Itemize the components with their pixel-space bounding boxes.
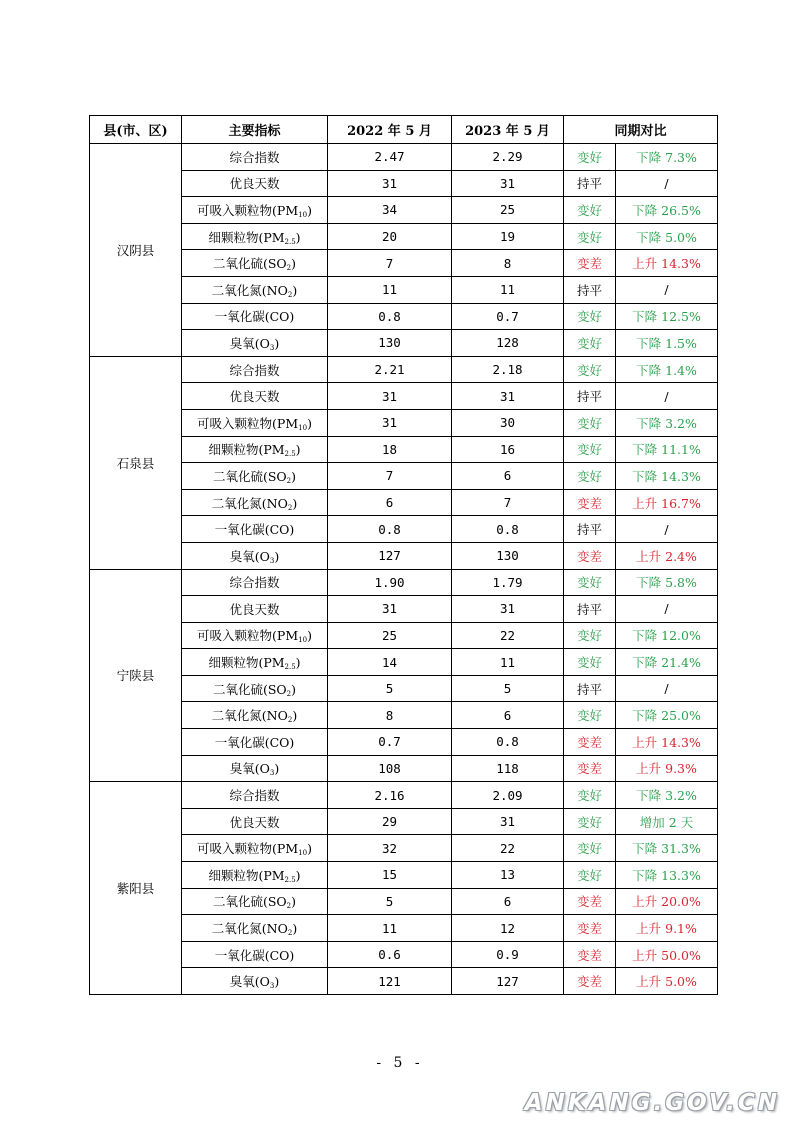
value-2022-cell: 25	[328, 622, 452, 649]
table-row	[90, 516, 718, 543]
change-cell: /	[616, 170, 718, 197]
indicator-name: 可吸入颗粒物(PM	[197, 415, 299, 431]
change-cell: 下降 14.3%	[616, 463, 718, 490]
indicator-suffix: )	[274, 761, 280, 777]
value-2023-cell: 11	[452, 276, 564, 303]
value-2023-cell: 1.79	[452, 569, 564, 596]
change-cell: 下降 31.3%	[616, 835, 718, 862]
indicator-subscript: 3	[269, 556, 275, 565]
indicator-suffix: )	[307, 202, 312, 218]
value-2023-cell: 8	[452, 250, 564, 277]
change-cell: 下降 3.2%	[616, 409, 718, 436]
indicator-cell	[182, 250, 328, 277]
indicator-subscript: 3	[269, 982, 275, 991]
value-2023-cell: 130	[452, 542, 564, 569]
indicator-suffix: )	[295, 442, 301, 458]
table-row	[90, 569, 718, 596]
table-row	[90, 596, 718, 623]
indicator-cell	[182, 542, 328, 569]
indicator-suffix: )	[291, 894, 297, 910]
value-2022-cell: 108	[328, 755, 452, 782]
value-2023-cell: 11	[452, 649, 564, 676]
change-cell: 下降 5.0%	[616, 223, 718, 250]
indicator-name: 一氧化碳(CO)	[214, 309, 295, 325]
indicator-cell	[182, 968, 328, 995]
header-2023-may: 2023 年 5 月	[452, 116, 564, 144]
value-2022-cell: 7	[328, 250, 452, 277]
indicator-name: 可吸入颗粒物(PM	[197, 841, 299, 857]
table-row	[90, 330, 718, 357]
indicator-cell	[182, 782, 328, 809]
indicator-name: 细颗粒物(PM	[208, 229, 285, 245]
indicator-name: 一氧化碳(CO)	[214, 734, 295, 750]
change-cell: 下降 12.0%	[616, 622, 718, 649]
indicator-name: 可吸入颗粒物(PM	[197, 202, 299, 218]
page-number: - 5 -	[376, 1055, 424, 1071]
change-cell: /	[616, 596, 718, 623]
indicator-cell	[182, 569, 328, 596]
indicator-suffix: )	[292, 282, 298, 298]
trend-cell: 变好	[564, 223, 616, 250]
value-2022-cell: 6	[328, 489, 452, 516]
indicator-name: 综合指数	[229, 575, 280, 591]
indicator-suffix: )	[292, 495, 298, 511]
indicator-cell	[182, 276, 328, 303]
value-2022-cell: 5	[328, 675, 452, 702]
indicator-cell	[182, 330, 328, 357]
trend-cell: 持平	[564, 383, 616, 410]
value-2023-cell: 2.18	[452, 356, 564, 383]
indicator-cell	[182, 862, 328, 889]
trend-cell: 变差	[564, 941, 616, 968]
indicator-subscript: 3	[269, 343, 275, 352]
indicator-cell	[182, 835, 328, 862]
table-row	[90, 675, 718, 702]
indicator-suffix: )	[307, 841, 312, 857]
change-cell: 下降 1.4%	[616, 356, 718, 383]
table-row	[90, 862, 718, 889]
indicator-subscript: 2	[287, 503, 293, 512]
table-row	[90, 276, 718, 303]
indicator-suffix: )	[292, 921, 298, 937]
table-row	[90, 250, 718, 277]
trend-cell: 变好	[564, 782, 616, 809]
change-cell: /	[616, 383, 718, 410]
trend-cell: 持平	[564, 516, 616, 543]
indicator-suffix: )	[291, 468, 297, 484]
value-2023-cell: 16	[452, 436, 564, 463]
table-row	[90, 436, 718, 463]
air-quality-table-container	[89, 115, 717, 995]
table-row	[90, 542, 718, 569]
table-row	[90, 463, 718, 490]
trend-cell: 变好	[564, 649, 616, 676]
value-2023-cell: 5	[452, 675, 564, 702]
change-cell: 上升 9.1%	[616, 915, 718, 942]
indicator-suffix: )	[274, 974, 280, 990]
indicator-suffix: )	[295, 655, 301, 671]
trend-cell: 变好	[564, 835, 616, 862]
indicator-cell	[182, 808, 328, 835]
indicator-name: 二氧化硫(SO	[212, 894, 287, 910]
indicator-name: 细颗粒物(PM	[208, 867, 285, 883]
table-row	[90, 782, 718, 809]
change-cell: 下降 11.1%	[616, 436, 718, 463]
change-cell: 上升 2.4%	[616, 542, 718, 569]
indicator-cell	[182, 223, 328, 250]
value-2023-cell: 0.8	[452, 516, 564, 543]
change-cell: 下降 7.3%	[616, 144, 718, 171]
indicator-cell	[182, 915, 328, 942]
value-2023-cell: 31	[452, 383, 564, 410]
change-cell: /	[616, 276, 718, 303]
value-2022-cell: 32	[328, 835, 452, 862]
indicator-name: 臭氧(O	[229, 548, 270, 564]
indicator-name: 臭氧(O	[229, 335, 270, 351]
table-row	[90, 941, 718, 968]
table-row	[90, 755, 718, 782]
indicator-cell	[182, 303, 328, 330]
trend-cell: 变差	[564, 755, 616, 782]
trend-cell: 变差	[564, 888, 616, 915]
header-indicator: 主要指标	[182, 116, 328, 144]
header-2022-may: 2022 年 5 月	[328, 116, 452, 144]
indicator-cell	[182, 702, 328, 729]
value-2022-cell: 130	[328, 330, 452, 357]
indicator-name: 优良天数	[229, 176, 280, 192]
indicator-subscript: 10	[298, 636, 308, 645]
indicator-subscript: 10	[298, 210, 308, 219]
change-cell: 下降 5.8%	[616, 569, 718, 596]
change-cell: 增加 2 天	[616, 808, 718, 835]
indicator-name: 二氧化氮(NO	[211, 282, 288, 298]
value-2023-cell: 25	[452, 197, 564, 224]
indicator-cell	[182, 675, 328, 702]
value-2022-cell: 15	[328, 862, 452, 889]
value-2022-cell: 2.16	[328, 782, 452, 809]
table-row	[90, 197, 718, 224]
indicator-cell	[182, 729, 328, 756]
indicator-name: 二氧化氮(NO	[211, 495, 288, 511]
indicator-name: 优良天数	[229, 389, 280, 405]
indicator-name: 综合指数	[229, 149, 280, 165]
value-2023-cell: 6	[452, 463, 564, 490]
change-cell: 下降 13.3%	[616, 862, 718, 889]
indicator-cell	[182, 649, 328, 676]
indicator-suffix: )	[295, 229, 301, 245]
indicator-cell	[182, 197, 328, 224]
indicator-name: 二氧化氮(NO	[211, 708, 288, 724]
value-2023-cell: 31	[452, 808, 564, 835]
indicator-name: 二氧化硫(SO	[212, 681, 287, 697]
indicator-cell	[182, 144, 328, 171]
indicator-subscript: 2.5	[284, 450, 296, 459]
indicator-cell	[182, 941, 328, 968]
change-cell: 上升 5.0%	[616, 968, 718, 995]
value-2022-cell: 31	[328, 596, 452, 623]
table-row	[90, 808, 718, 835]
indicator-subscript: 2	[286, 902, 292, 911]
value-2023-cell: 128	[452, 330, 564, 357]
trend-cell: 变好	[564, 808, 616, 835]
value-2023-cell: 6	[452, 888, 564, 915]
change-cell: 上升 9.3%	[616, 755, 718, 782]
trend-cell: 变好	[564, 436, 616, 463]
trend-cell: 变差	[564, 542, 616, 569]
indicator-suffix: )	[274, 335, 280, 351]
value-2023-cell: 127	[452, 968, 564, 995]
value-2022-cell: 2.47	[328, 144, 452, 171]
trend-cell: 变差	[564, 250, 616, 277]
indicator-name: 二氧化氮(NO	[211, 921, 288, 937]
table-row	[90, 170, 718, 197]
value-2022-cell: 31	[328, 170, 452, 197]
indicator-cell	[182, 463, 328, 490]
value-2023-cell: 22	[452, 622, 564, 649]
indicator-name: 可吸入颗粒物(PM	[197, 628, 299, 644]
value-2023-cell: 12	[452, 915, 564, 942]
trend-cell: 持平	[564, 596, 616, 623]
value-2023-cell: 30	[452, 409, 564, 436]
indicator-name: 优良天数	[229, 601, 280, 617]
value-2022-cell: 7	[328, 463, 452, 490]
value-2023-cell: 31	[452, 170, 564, 197]
indicator-suffix: )	[291, 681, 297, 697]
value-2022-cell: 14	[328, 649, 452, 676]
change-cell: 上升 50.0%	[616, 941, 718, 968]
value-2022-cell: 29	[328, 808, 452, 835]
trend-cell: 变差	[564, 729, 616, 756]
trend-cell: 变好	[564, 197, 616, 224]
table-row	[90, 489, 718, 516]
indicator-suffix: )	[292, 708, 298, 724]
trend-cell: 变好	[564, 702, 616, 729]
table-header-row	[90, 116, 718, 144]
indicator-subscript: 2.5	[284, 663, 296, 672]
value-2023-cell: 6	[452, 702, 564, 729]
trend-cell: 持平	[564, 276, 616, 303]
indicator-cell	[182, 170, 328, 197]
county-name-cell: 石泉县	[90, 356, 182, 569]
indicator-subscript: 2	[287, 290, 293, 299]
trend-cell: 变差	[564, 915, 616, 942]
trend-cell: 持平	[564, 170, 616, 197]
value-2023-cell: 0.8	[452, 729, 564, 756]
indicator-subscript: 2	[286, 689, 292, 698]
trend-cell: 变好	[564, 409, 616, 436]
header-county: 县(市、区)	[90, 116, 182, 144]
value-2022-cell: 0.8	[328, 303, 452, 330]
air-quality-comparison-table	[89, 115, 718, 995]
value-2023-cell: 118	[452, 755, 564, 782]
trend-cell: 变差	[564, 968, 616, 995]
indicator-cell	[182, 436, 328, 463]
indicator-name: 二氧化硫(SO	[212, 256, 287, 272]
indicator-cell	[182, 888, 328, 915]
change-cell: 上升 14.3%	[616, 729, 718, 756]
indicator-cell	[182, 356, 328, 383]
value-2023-cell: 13	[452, 862, 564, 889]
table-row	[90, 702, 718, 729]
table-row	[90, 888, 718, 915]
value-2022-cell: 11	[328, 276, 452, 303]
indicator-name: 细颗粒物(PM	[208, 655, 285, 671]
indicator-cell	[182, 596, 328, 623]
trend-cell: 变好	[564, 303, 616, 330]
indicator-name: 一氧化碳(CO)	[214, 522, 295, 538]
value-2023-cell: 7	[452, 489, 564, 516]
indicator-subscript: 3	[269, 769, 275, 778]
indicator-suffix: )	[295, 867, 301, 883]
indicator-name: 细颗粒物(PM	[208, 442, 285, 458]
table-row	[90, 649, 718, 676]
county-name-cell: 汉阴县	[90, 144, 182, 357]
county-name-cell: 紫阳县	[90, 782, 182, 995]
table-row	[90, 915, 718, 942]
value-2023-cell: 31	[452, 596, 564, 623]
trend-cell: 变差	[564, 489, 616, 516]
value-2022-cell: 1.90	[328, 569, 452, 596]
indicator-subscript: 10	[298, 423, 308, 432]
change-cell: 上升 14.3%	[616, 250, 718, 277]
value-2022-cell: 8	[328, 702, 452, 729]
indicator-suffix: )	[307, 628, 312, 644]
value-2022-cell: 11	[328, 915, 452, 942]
value-2022-cell: 18	[328, 436, 452, 463]
indicator-name: 优良天数	[229, 814, 280, 830]
table-row	[90, 144, 718, 171]
indicator-cell	[182, 489, 328, 516]
table-row	[90, 356, 718, 383]
indicator-cell	[182, 622, 328, 649]
change-cell: 上升 20.0%	[616, 888, 718, 915]
value-2022-cell: 0.7	[328, 729, 452, 756]
value-2022-cell: 5	[328, 888, 452, 915]
indicator-subscript: 2	[287, 929, 293, 938]
table-row	[90, 729, 718, 756]
change-cell: 上升 16.7%	[616, 489, 718, 516]
value-2022-cell: 0.6	[328, 941, 452, 968]
change-cell: 下降 1.5%	[616, 330, 718, 357]
trend-cell: 变好	[564, 463, 616, 490]
value-2023-cell: 2.09	[452, 782, 564, 809]
indicator-cell	[182, 409, 328, 436]
change-cell: 下降 25.0%	[616, 702, 718, 729]
indicator-subscript: 2	[287, 716, 293, 725]
value-2022-cell: 31	[328, 383, 452, 410]
change-cell: 下降 21.4%	[616, 649, 718, 676]
indicator-subscript: 10	[298, 849, 308, 858]
table-row	[90, 409, 718, 436]
table-row	[90, 223, 718, 250]
trend-cell: 变好	[564, 144, 616, 171]
value-2022-cell: 127	[328, 542, 452, 569]
value-2023-cell: 0.9	[452, 941, 564, 968]
value-2022-cell: 121	[328, 968, 452, 995]
indicator-cell	[182, 383, 328, 410]
value-2023-cell: 0.7	[452, 303, 564, 330]
indicator-subscript: 2.5	[284, 875, 296, 884]
table-row	[90, 383, 718, 410]
indicator-suffix: )	[274, 548, 280, 564]
table-body	[90, 144, 718, 995]
indicator-suffix: )	[307, 415, 312, 431]
indicator-cell	[182, 755, 328, 782]
county-name-cell: 宁陕县	[90, 569, 182, 782]
trend-cell: 变好	[564, 569, 616, 596]
value-2022-cell: 31	[328, 409, 452, 436]
trend-cell: 变好	[564, 862, 616, 889]
indicator-name: 二氧化硫(SO	[212, 468, 287, 484]
table-row	[90, 303, 718, 330]
indicator-subscript: 2	[286, 264, 292, 273]
indicator-subscript: 2	[286, 476, 292, 485]
table-row	[90, 835, 718, 862]
trend-cell: 变好	[564, 330, 616, 357]
site-watermark: ANKANG.GOV.CN	[524, 1090, 780, 1116]
value-2023-cell: 22	[452, 835, 564, 862]
header-yoy-comparison: 同期对比	[564, 116, 718, 144]
indicator-name: 一氧化碳(CO)	[214, 947, 295, 963]
indicator-name: 臭氧(O	[229, 761, 270, 777]
change-cell: /	[616, 675, 718, 702]
indicator-cell	[182, 516, 328, 543]
change-cell: /	[616, 516, 718, 543]
indicator-subscript: 2.5	[284, 237, 296, 246]
table-row	[90, 968, 718, 995]
indicator-name: 综合指数	[229, 362, 280, 378]
change-cell: 下降 3.2%	[616, 782, 718, 809]
value-2022-cell: 20	[328, 223, 452, 250]
indicator-name: 综合指数	[229, 788, 280, 804]
indicator-suffix: )	[291, 256, 297, 272]
trend-cell: 持平	[564, 675, 616, 702]
value-2023-cell: 2.29	[452, 144, 564, 171]
change-cell: 下降 12.5%	[616, 303, 718, 330]
indicator-name: 臭氧(O	[229, 974, 270, 990]
table-row	[90, 622, 718, 649]
change-cell: 下降 26.5%	[616, 197, 718, 224]
value-2023-cell: 19	[452, 223, 564, 250]
value-2022-cell: 2.21	[328, 356, 452, 383]
trend-cell: 变好	[564, 622, 616, 649]
value-2022-cell: 0.8	[328, 516, 452, 543]
trend-cell: 变好	[564, 356, 616, 383]
value-2022-cell: 34	[328, 197, 452, 224]
